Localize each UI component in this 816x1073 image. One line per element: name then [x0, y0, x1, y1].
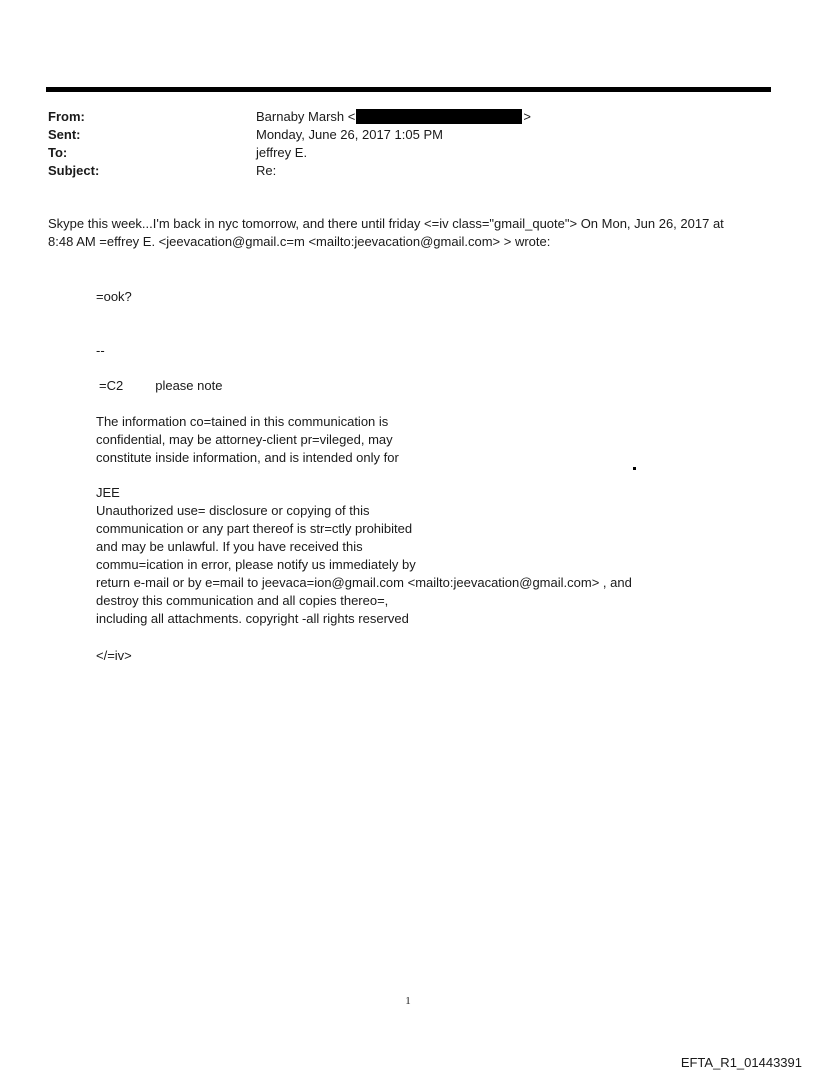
quoted-ook: =ook?	[96, 289, 132, 304]
header-rule	[46, 87, 771, 92]
from-label: From:	[48, 109, 85, 124]
notice-line: including all attachments. copyright -all rights reserved	[96, 611, 409, 626]
unauthorized-notice	[96, 502, 632, 628]
message-body	[48, 215, 768, 251]
signature-dashes: --	[96, 343, 105, 358]
page-number: 1	[405, 995, 411, 1007]
stray-mark	[633, 467, 636, 470]
body-line: Skype this week...I'm back in nyc tomorrow, and there until friday <=iv class="gmail_quote"> On Mon, Jun 26, 2017 at	[48, 216, 724, 231]
notice-line: The information co=tained in this communication is	[96, 414, 389, 429]
redaction-box	[356, 109, 522, 124]
please-note: please note	[155, 378, 223, 393]
closing-tag: </=iv>	[96, 648, 132, 663]
subject-value: Re:	[256, 163, 277, 178]
notice-line: and may be unlawful. If you have received this	[96, 539, 363, 554]
notice-line: return e-mail or by e=mail to jeevaca=ion@gmail.com <mailto:jeevacation@gmail.com> , and	[96, 575, 632, 590]
from-close: >	[523, 109, 531, 124]
confidentiality-notice	[96, 413, 399, 467]
please-note-line	[99, 377, 222, 395]
notice-line: destroy this communication and all copies thereo=,	[96, 593, 389, 608]
from-name: Barnaby Marsh <	[256, 109, 356, 124]
jee-line: JEE	[96, 485, 120, 500]
notice-line: Unauthorized use= disclosure or copying of this	[96, 503, 370, 518]
notice-line: commu=ication in error, please notify us immediately by	[96, 557, 416, 572]
sent-value: Monday, June 26, 2017 1:05 PM	[256, 127, 443, 142]
sent-label: Sent:	[48, 127, 81, 142]
c2-code: =C2	[99, 378, 124, 393]
notice-line: confidential, may be attorney-client pr=vileged, may	[96, 432, 393, 447]
notice-line: constitute inside information, and is intended only for	[96, 450, 399, 465]
to-label: To:	[48, 145, 68, 160]
body-line: 8:48 AM =effrey E. <jeevacation@gmail.c=m <mailto:jeevacation@gmail.com> > wrote:	[48, 234, 551, 249]
document-id: EFTA_R1_01443391	[680, 1055, 802, 1070]
notice-line: communication or any part thereof is str=ctly prohibited	[96, 521, 413, 536]
from-value	[256, 108, 531, 126]
to-value: jeffrey E.	[256, 145, 308, 160]
subject-label: Subject:	[48, 163, 100, 178]
